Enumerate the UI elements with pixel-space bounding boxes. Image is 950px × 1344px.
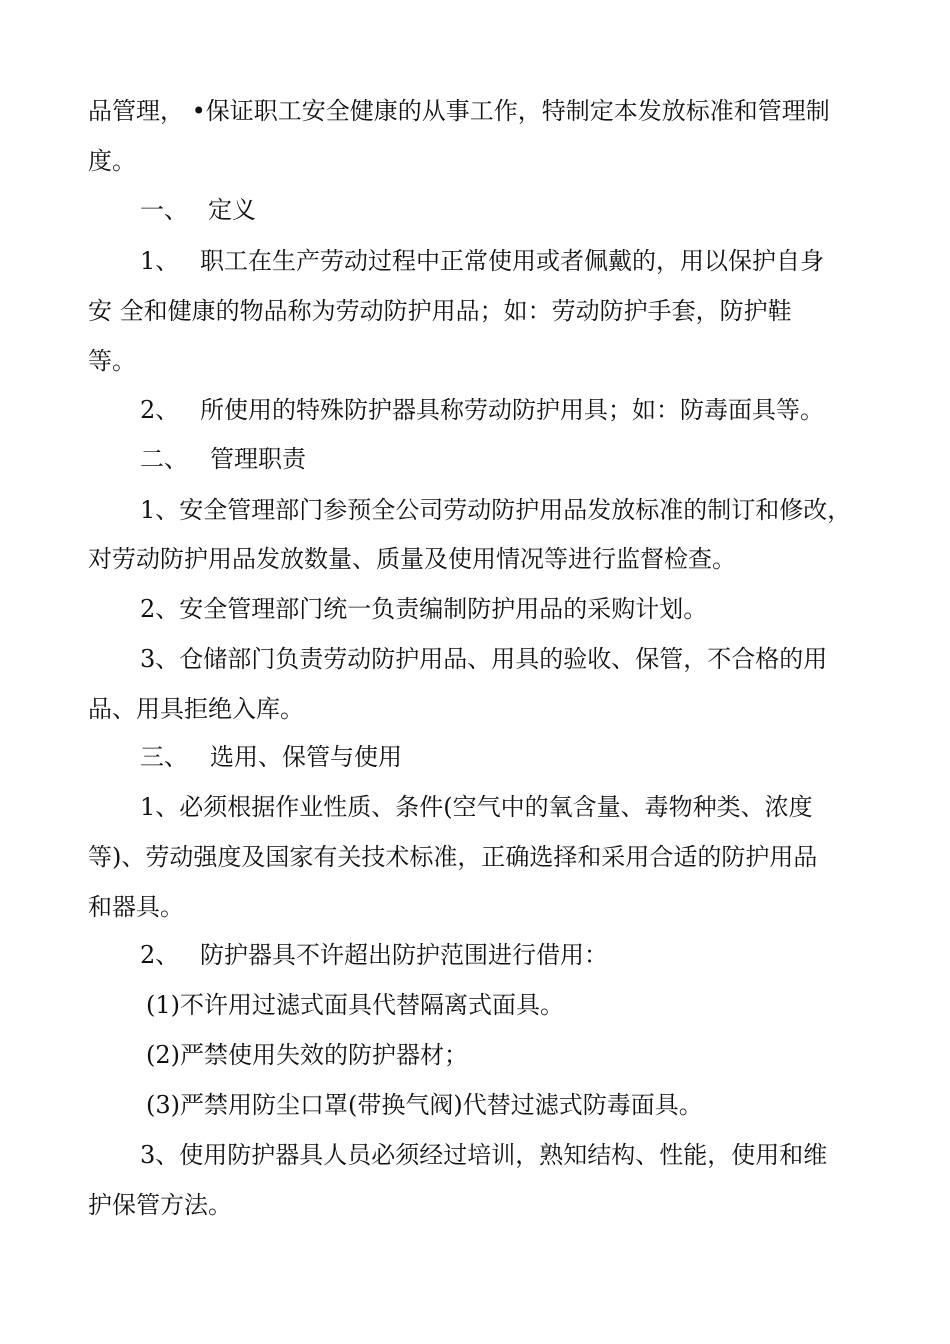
paragraph-text: 所使用的特殊防护器具称劳动防护用具；如：防毒面具等。 bbox=[200, 396, 824, 424]
paragraph-text: 3、仓储部门负责劳动防护用品、用具的验收、保管，不合格的用 bbox=[140, 645, 828, 673]
section-title: 定义 bbox=[208, 196, 256, 224]
paragraph-text: 防护器具不许超出防护范围进行借用： bbox=[200, 941, 608, 969]
section-title: 管理职责 bbox=[210, 445, 306, 473]
item-number: 1、 bbox=[140, 247, 180, 275]
sub-item-text: (2)严禁使用失效的防护器材； bbox=[146, 1041, 468, 1069]
paragraph-text: 职工在生产劳动过程中正常使用或者佩戴的，用以保护自身 bbox=[200, 247, 824, 275]
intro-text-1: 品管理， •保证职工安全健康的从事工作，特制定本发放标准和管理制 bbox=[88, 97, 830, 125]
paragraph-text: 1、必须根据作业性质、条件(空气中的氧含量、毒物种类、浓度 bbox=[140, 793, 813, 821]
item-number: 2、 bbox=[140, 941, 180, 969]
section-number: 二、 bbox=[140, 445, 188, 473]
paragraph-text: 护保管方法。 bbox=[88, 1191, 232, 1219]
paragraph-text: 等。 bbox=[88, 347, 136, 375]
intro-text-2: 度。 bbox=[88, 147, 136, 175]
paragraph-text: 品、用具拒绝入库。 bbox=[88, 695, 304, 723]
sub-item-text: (3)严禁用防尘口罩(带换气阀)代替过滤式防毒面具。 bbox=[146, 1091, 703, 1119]
sub-item-text: (1)不许用过滤式面具代替隔离式面具。 bbox=[146, 991, 564, 1019]
section-title: 选用、保管与使用 bbox=[210, 743, 402, 771]
paragraph-text: 1、安全管理部门参预全公司劳动防护用品发放标准的制订和修改， bbox=[140, 496, 852, 524]
paragraph-text: 和器具。 bbox=[88, 893, 184, 921]
paragraph-text: 安 全和健康的物品称为劳动防护用品；如：劳动防护手套，防护鞋 bbox=[88, 297, 792, 325]
section-number: 三、 bbox=[140, 743, 188, 771]
item-number: 2、 bbox=[140, 396, 180, 424]
paragraph-text: 对劳动防护用品发放数量、质量及使用情况等进行监督检查。 bbox=[88, 545, 736, 573]
paragraph-text: 2、安全管理部门统一负责编制防护用品的采购计划。 bbox=[140, 595, 708, 623]
paragraph-text: 3、使用防护器具人员必须经过培训，熟知结构、性能，使用和维 bbox=[140, 1141, 828, 1169]
paragraph-text: 等)、劳动强度及国家有关技术标准，正确选择和采用合适的防护用品 bbox=[88, 843, 818, 871]
section-number: 一、 bbox=[140, 196, 188, 224]
